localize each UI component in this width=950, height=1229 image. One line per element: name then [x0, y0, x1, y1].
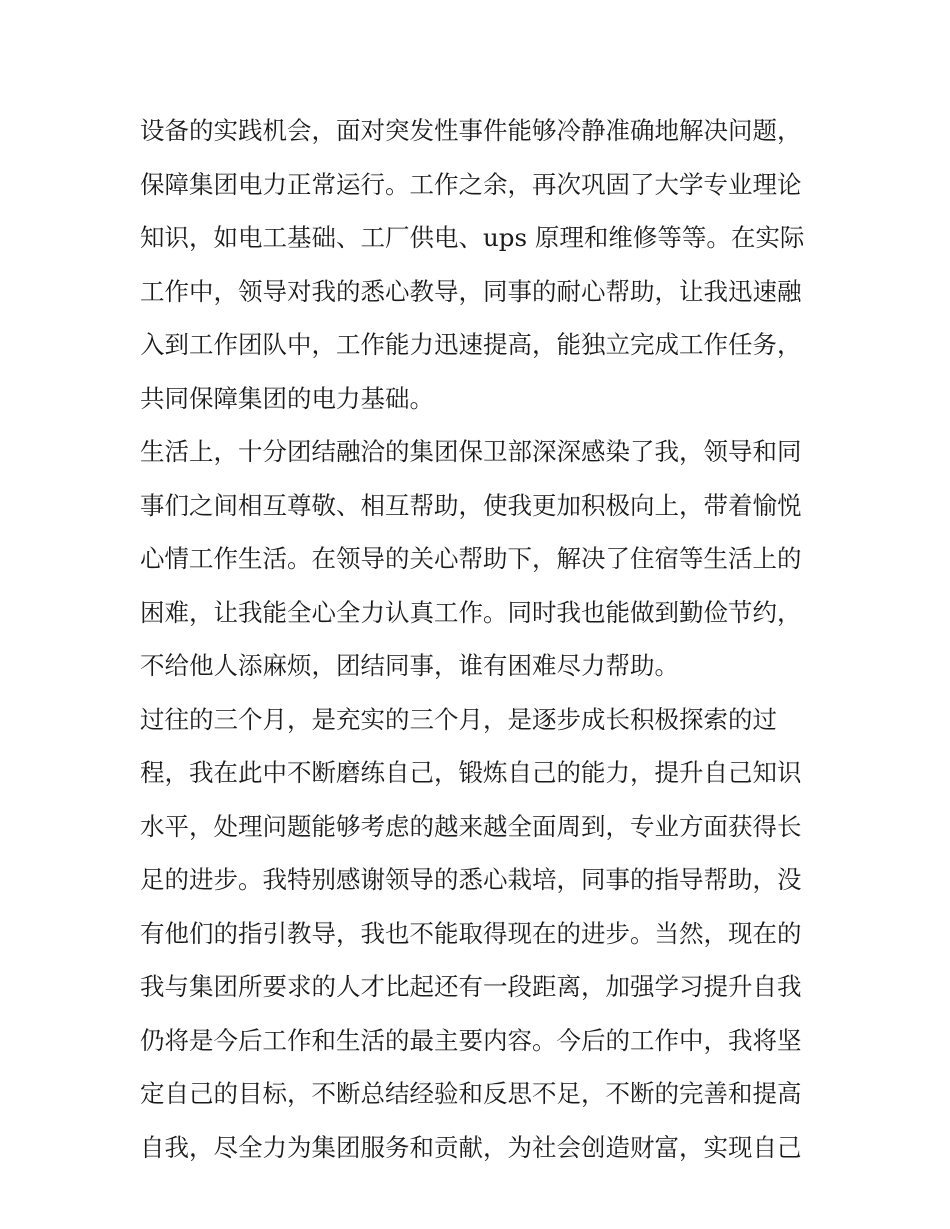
text-line: 事们之间相互尊敬、相互帮助，使我更加积极向上，带着愉悦 [140, 490, 802, 520]
text-line: 我与集团所要求的人才比起还有一段距离，加强学习提升自我 [140, 972, 802, 1001]
text-line: 有他们的指引教导，我也不能取得现在的进步。当然，现在的 [140, 918, 802, 948]
text-line: 足的进步。我特别感谢领导的悉心栽培，同事的指导帮助，没 [140, 865, 802, 894]
text-line: 不给他人添麻烦，团结同事，谁有困难尽力帮助。 [140, 651, 679, 680]
text-line: 程，我在此中不断磨练自己，锻炼自己的能力，提升自己知识 [140, 758, 802, 787]
text-line: 保障集团电力正常运行。工作之余，再次巩固了大学专业理论 [140, 169, 802, 199]
text-line: 入到工作团队中，工作能力迅速提高，能独立完成工作任务， [140, 330, 802, 359]
text-line: 定自己的目标，不断总结经验和反思不足，不断的完善和提高 [140, 1079, 802, 1108]
text-line: 工作中，领导对我的悉心教导，同事的耐心帮助，让我迅速融 [140, 276, 802, 306]
text-line: 共同保障集团的电力基础。 [140, 383, 434, 413]
text-line: 水平，处理问题能够考虑的越来越全面周到，专业方面获得长 [140, 811, 802, 841]
text-line: 知识，如电工基础、工厂供电、ups 原理和维修等等。在实际 [140, 223, 805, 252]
text-line: 困难，让我能全心全力认真工作。同时我也能做到勤俭节约， [140, 597, 802, 627]
text-line: 过往的三个月，是充实的三个月，是逐步成长积极探索的过 [140, 704, 777, 734]
text-line: 生活上，十分团结融洽的集团保卫部深深感染了我，领导和同 [140, 437, 802, 466]
text-line: 自我，尽全力为集团服务和贡献，为社会创造财富，实现自己 [140, 1132, 802, 1162]
text-line: 仍将是今后工作和生活的最主要内容。今后的工作中，我将坚 [140, 1025, 802, 1055]
text-line: 心情工作生活。在领导的关心帮助下，解决了住宿等生活上的 [140, 544, 802, 573]
body-text [140, 104, 820, 1174]
text-line: 设备的实践机会，面对突发性事件能够冷静准确地解决问题， [140, 116, 802, 145]
